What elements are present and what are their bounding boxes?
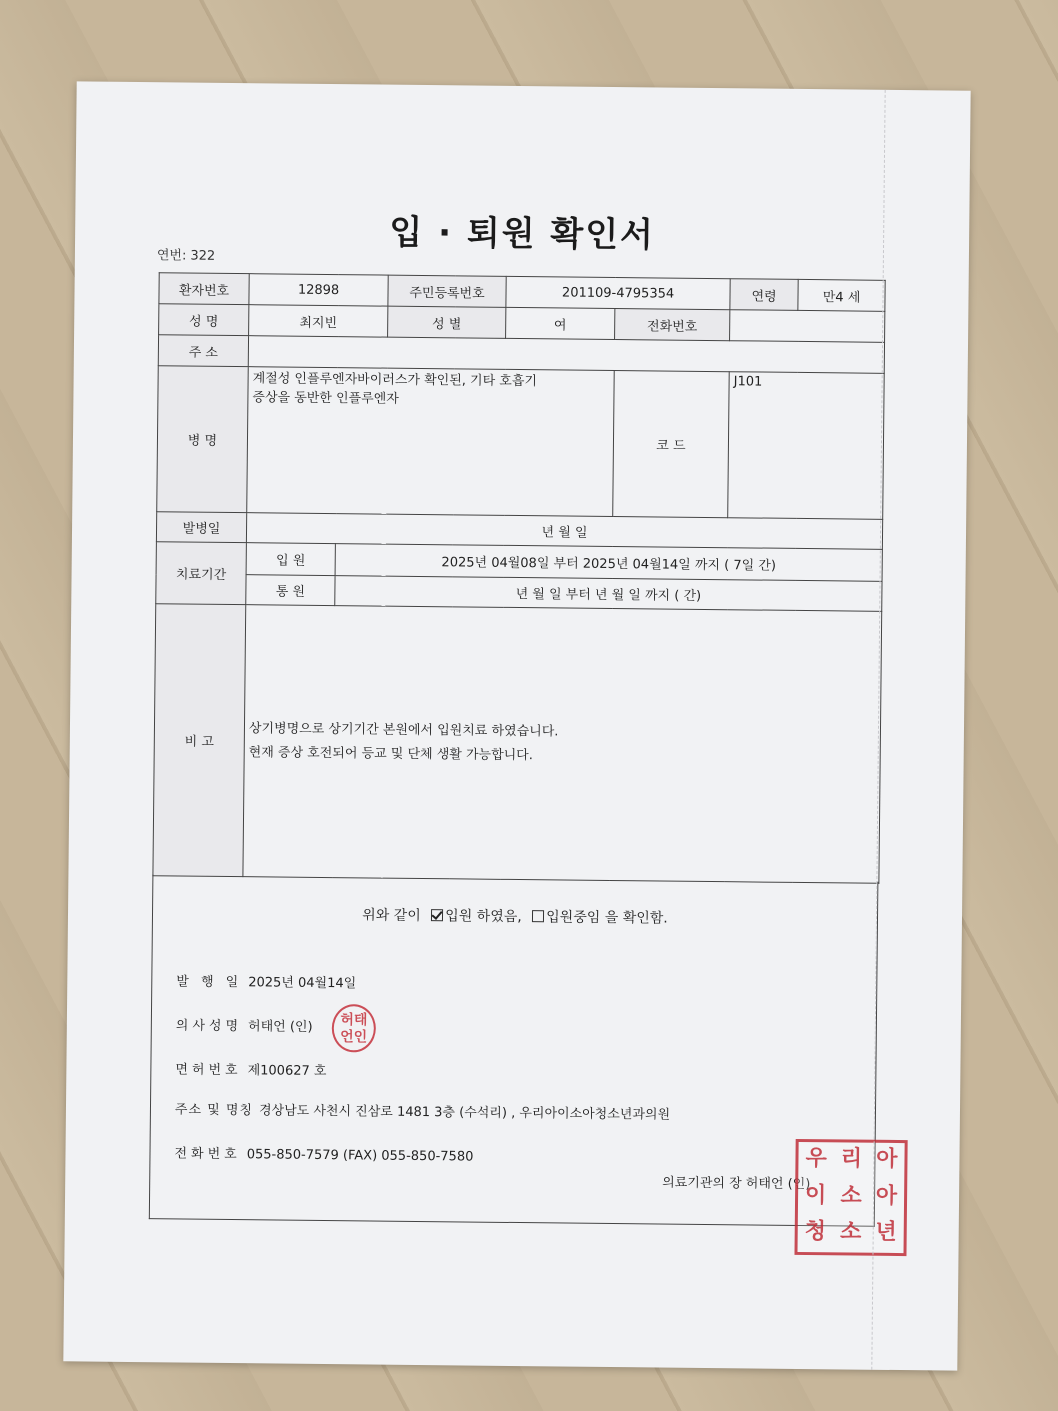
patient-phone	[730, 310, 885, 343]
confirmation-section	[149, 874, 879, 1227]
clinic-seal-char: 우	[805, 1146, 827, 1172]
doctor-name: 허태언 (인)	[247, 1019, 313, 1035]
remarks-line-2: 현재 증상 호전되어 등교 및 단체 생활 가능합니다.	[248, 744, 534, 763]
serial-number	[157, 244, 216, 264]
in-hospital-checkbox	[532, 910, 544, 922]
remarks-line-1: 상기병명으로 상기기간 본원에서 입원치료 하였습니다.	[248, 720, 559, 739]
diagnosis-line-2: 증상을 동반한 인플루엔자	[252, 390, 399, 407]
clinic-address: 경상남도 사천시 진삼로 1481 3층 (수석리) , 우리아이소아청소년과의원	[258, 1103, 671, 1123]
issue-date: 2025년 04월14일	[248, 975, 357, 992]
clinic-seal-char: 아	[875, 1183, 898, 1209]
inpatient-checkbox	[431, 909, 443, 921]
document-title: 입 · 퇴원 확인서	[389, 212, 656, 256]
license-row	[175, 1058, 326, 1079]
serial-value: 322	[190, 248, 216, 264]
clinic-seal-char: 아	[876, 1146, 898, 1173]
outpatient-label: 통 원	[246, 575, 335, 606]
confirm-suffix: 을 확인함.	[604, 909, 668, 927]
confirm-option-2: 입원중임	[546, 909, 601, 926]
confirm-prefix: 위와 같이	[362, 907, 421, 925]
certificate-paper	[63, 81, 970, 1370]
outpatient-period: 년 월 일 부터 년 월 일 까지 ( 간)	[335, 576, 882, 612]
remarks-label: 비 고	[153, 604, 246, 877]
clinic-seal-char: 년	[875, 1220, 897, 1246]
patient-id: 12898	[249, 274, 388, 306]
clinic-seal-char: 이	[805, 1182, 827, 1208]
doctor-label: 의사성명	[175, 1018, 243, 1035]
age-label: 연령	[730, 279, 798, 311]
clinic-phone-row	[174, 1142, 473, 1164]
clinic-address-row	[175, 1098, 670, 1122]
license-number: 제100627 호	[247, 1063, 327, 1080]
serial-label: 연번:	[156, 248, 187, 264]
inpatient-period: 2025년 04월08일 부터 2025년 04월14일 까지 ( 7일 간)	[335, 544, 882, 582]
issue-date-label: 발 행 일	[176, 974, 243, 991]
patient-sex: 여	[506, 307, 615, 339]
issue-date-row	[176, 970, 356, 991]
patient-id-label: 환자번호	[159, 273, 249, 305]
doctor-seal-stamp	[332, 1004, 377, 1052]
clinic-phone: 055-850-7579 (FAX) 055-850-7580	[246, 1147, 474, 1165]
diagnosis-line-1: 계절성 인플루엔자바이러스가 확인된, 기타 호흡기	[252, 371, 538, 390]
clinic-seal-stamp	[794, 1139, 907, 1256]
license-label: 면허번호	[175, 1062, 242, 1079]
doctor-seal-line-1: 허태	[340, 1012, 368, 1029]
doctor-seal-line-2: 언인	[340, 1029, 368, 1046]
patient-form-table	[152, 272, 885, 884]
confirmation-statement	[153, 902, 877, 930]
clinic-seal-char: 소	[840, 1183, 862, 1209]
treatment-label: 치료기간	[156, 542, 247, 605]
patient-name: 최지빈	[249, 305, 388, 337]
clinic-address-label: 주소 및 명칭	[174, 1102, 254, 1119]
remarks-text	[243, 605, 882, 884]
address-label: 주 소	[158, 335, 248, 367]
clinic-head: 의료기관의 장 허태언 (인)	[662, 1175, 811, 1193]
onset-label: 발병일	[156, 512, 246, 543]
rrn-value: 201109-4795354	[506, 276, 730, 309]
name-label: 성 명	[159, 304, 249, 336]
doctor-row	[176, 1014, 313, 1034]
inpatient-label: 입 원	[246, 543, 335, 576]
diagnosis-code: J101	[728, 372, 885, 520]
onset-value: 년 월 일	[246, 513, 882, 550]
age-value: 만4 세	[798, 279, 885, 311]
rrn-label: 주민등록번호	[388, 275, 506, 307]
diagnosis-label: 병 명	[157, 366, 249, 513]
code-label: 코 드	[613, 370, 730, 517]
diagnosis-text	[247, 367, 615, 517]
sex-label: 성 별	[388, 306, 506, 338]
clinic-seal-char: 청	[804, 1219, 827, 1245]
clinic-seal-char: 리	[840, 1146, 863, 1172]
phone-label: 전화번호	[615, 309, 730, 341]
clinic-phone-label: 전화번호	[174, 1146, 241, 1163]
clinic-seal-char: 소	[839, 1219, 862, 1245]
confirm-option-1: 입원 하였음,	[445, 908, 522, 926]
